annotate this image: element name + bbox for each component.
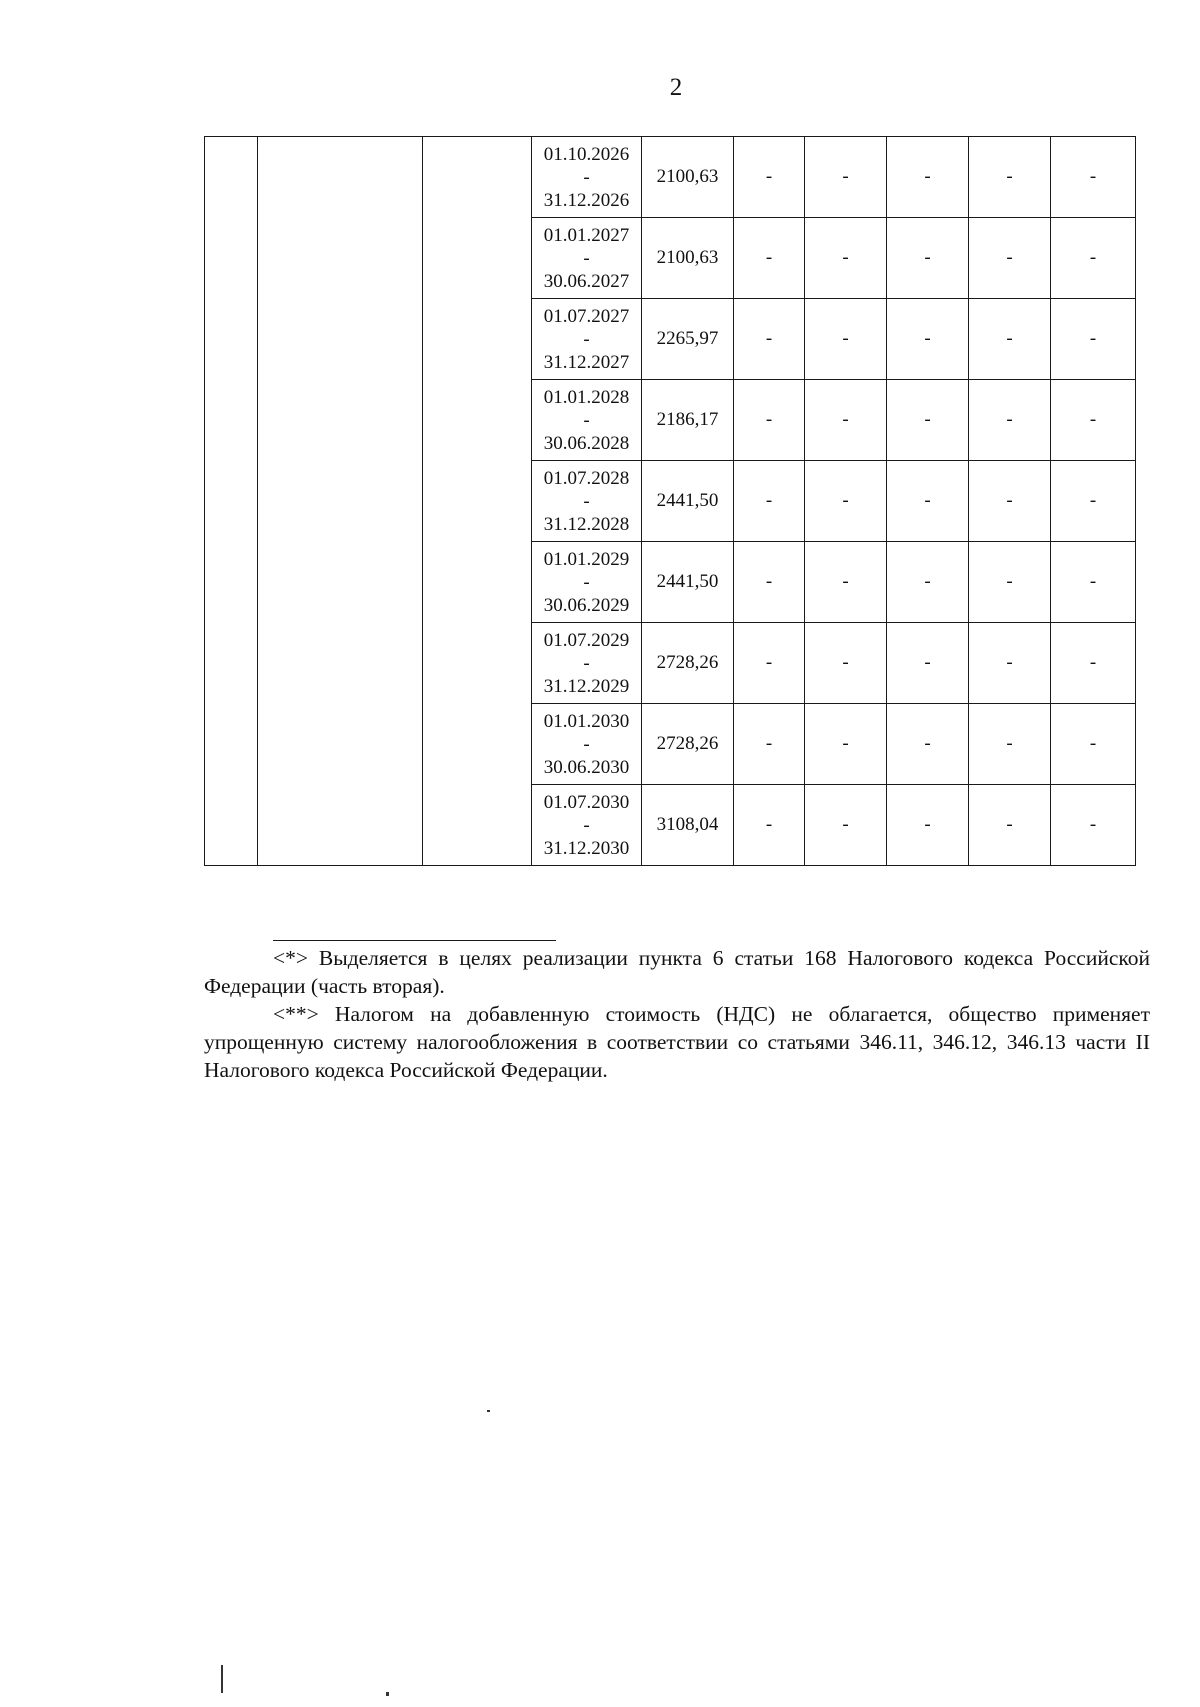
dash-cell: - bbox=[805, 218, 887, 299]
value-cell: 2441,50 bbox=[642, 461, 734, 542]
dash-cell: - bbox=[805, 461, 887, 542]
table-row bbox=[205, 137, 1136, 218]
dash-cell: - bbox=[1051, 299, 1136, 380]
footnote-1: <*> Выделяется в целях реализации пункта 6 статьи 168 Налогового кодекса Российской Федерации (часть вторая). bbox=[204, 946, 1150, 998]
footnotes bbox=[204, 944, 1150, 1084]
dash-cell: - bbox=[887, 785, 969, 866]
dash-cell: - bbox=[969, 704, 1051, 785]
dash-cell: - bbox=[887, 623, 969, 704]
value-cell: 2728,26 bbox=[642, 704, 734, 785]
dash-cell: - bbox=[1051, 461, 1136, 542]
period-cell: 01.01.2030 - 30.06.2030 bbox=[532, 704, 642, 785]
dash-cell: - bbox=[887, 542, 969, 623]
dash-cell: - bbox=[805, 785, 887, 866]
value-cell: 2728,26 bbox=[642, 623, 734, 704]
dash-cell: - bbox=[734, 299, 805, 380]
dash-cell: - bbox=[887, 461, 969, 542]
footnote-rule bbox=[273, 940, 556, 941]
period-cell: 01.07.2030 - 31.12.2030 bbox=[532, 785, 642, 866]
dash-cell: - bbox=[969, 137, 1051, 218]
blank-column-2 bbox=[258, 137, 423, 866]
dash-cell: - bbox=[734, 137, 805, 218]
dash-cell: - bbox=[969, 380, 1051, 461]
dash-cell: - bbox=[805, 380, 887, 461]
blank-column-3 bbox=[423, 137, 532, 866]
period-cell: 01.07.2029 - 31.12.2029 bbox=[532, 623, 642, 704]
dash-cell: - bbox=[1051, 623, 1136, 704]
dash-cell: - bbox=[734, 623, 805, 704]
period-cell: 01.10.2026 - 31.12.2026 bbox=[532, 137, 642, 218]
dash-cell: - bbox=[887, 299, 969, 380]
blank-column-1 bbox=[205, 137, 258, 866]
scan-speck bbox=[221, 1665, 223, 1693]
dash-cell: - bbox=[1051, 704, 1136, 785]
dash-cell: - bbox=[969, 461, 1051, 542]
dash-cell: - bbox=[734, 461, 805, 542]
dash-cell: - bbox=[734, 380, 805, 461]
value-cell: 3108,04 bbox=[642, 785, 734, 866]
dash-cell: - bbox=[969, 542, 1051, 623]
period-cell: 01.01.2028 - 30.06.2028 bbox=[532, 380, 642, 461]
value-cell: 2100,63 bbox=[642, 137, 734, 218]
dash-cell: - bbox=[805, 704, 887, 785]
value-cell: 2100,63 bbox=[642, 218, 734, 299]
dash-cell: - bbox=[1051, 380, 1136, 461]
period-cell: 01.01.2029 - 30.06.2029 bbox=[532, 542, 642, 623]
dash-cell: - bbox=[734, 542, 805, 623]
tariff-table bbox=[204, 136, 1136, 866]
dash-cell: - bbox=[734, 704, 805, 785]
footnote-2: <**> Налогом на добавленную стоимость (НДС) не облагается, общество применяет упрощенную систему налогообложения в соответствии со статьями 346.11, 346.12, 346.13 части II Налогового кодекса Российской Федерации. bbox=[204, 1002, 1150, 1082]
dash-cell: - bbox=[805, 542, 887, 623]
period-cell: 01.07.2027 - 31.12.2027 bbox=[532, 299, 642, 380]
dash-cell: - bbox=[1051, 542, 1136, 623]
period-cell: 01.01.2027 - 30.06.2027 bbox=[532, 218, 642, 299]
dash-cell: - bbox=[969, 218, 1051, 299]
dash-cell: - bbox=[969, 623, 1051, 704]
dash-cell: - bbox=[805, 623, 887, 704]
value-cell: 2265,97 bbox=[642, 299, 734, 380]
dash-cell: - bbox=[887, 137, 969, 218]
dash-cell: - bbox=[887, 218, 969, 299]
period-cell: 01.07.2028 - 31.12.2028 bbox=[532, 461, 642, 542]
scan-speck bbox=[487, 1410, 490, 1412]
dash-cell: - bbox=[887, 704, 969, 785]
dash-cell: - bbox=[734, 218, 805, 299]
dash-cell: - bbox=[805, 137, 887, 218]
scan-speck bbox=[386, 1692, 389, 1696]
dash-cell: - bbox=[969, 299, 1051, 380]
value-cell: 2186,17 bbox=[642, 380, 734, 461]
dash-cell: - bbox=[1051, 218, 1136, 299]
dash-cell: - bbox=[734, 785, 805, 866]
value-cell: 2441,50 bbox=[642, 542, 734, 623]
dash-cell: - bbox=[1051, 137, 1136, 218]
dash-cell: - bbox=[805, 299, 887, 380]
tariff-table-body bbox=[205, 137, 1136, 866]
page-number: 2 bbox=[669, 74, 683, 101]
dash-cell: - bbox=[887, 380, 969, 461]
dash-cell: - bbox=[1051, 785, 1136, 866]
dash-cell: - bbox=[969, 785, 1051, 866]
